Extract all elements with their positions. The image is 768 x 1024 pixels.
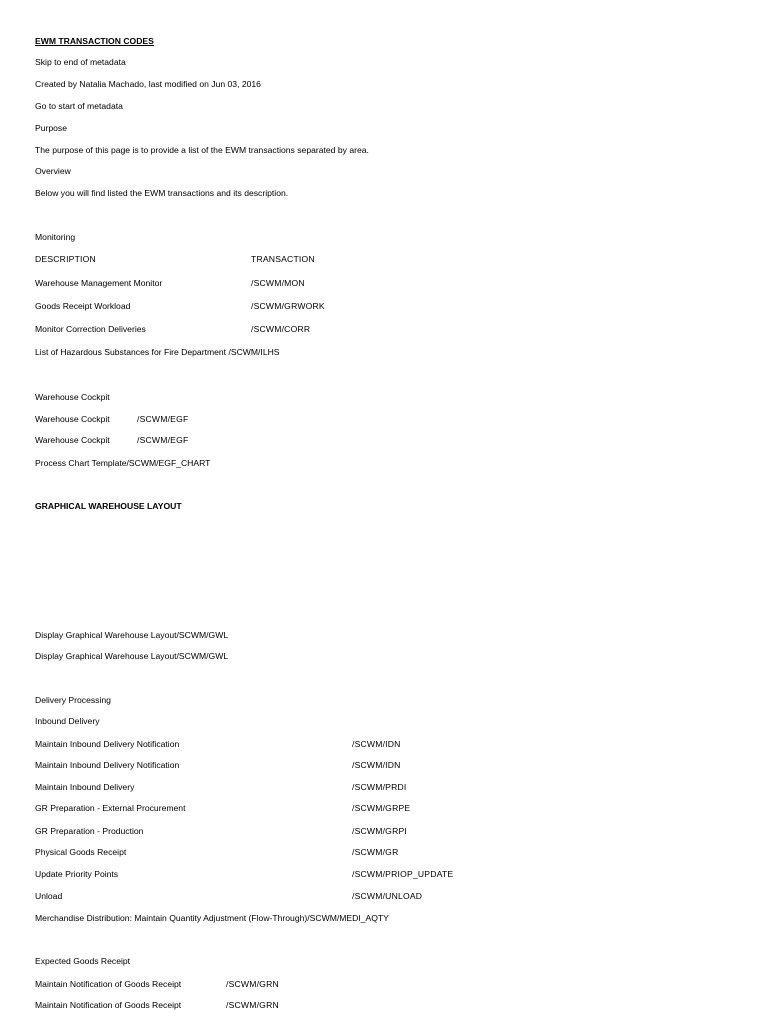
column-header-transaction: TRANSACTION (251, 254, 315, 264)
expected-row-desc: Maintain Notification of Goods Receipt (35, 1000, 182, 1010)
purpose-text: The purpose of this page is to provide a list of the EWM transactions separated by area. (35, 145, 369, 155)
gwl-heading: GRAPHICAL WAREHOUSE LAYOUT (35, 501, 182, 511)
gwl-row: Display Graphical Warehouse Layout/SCWM/GWL (35, 651, 229, 661)
cockpit-row-desc: Warehouse Cockpit (35, 435, 110, 445)
overview-text: Below you will find listed the EWM transactions and its description. (35, 188, 289, 198)
expected-row-desc: Maintain Notification of Goods Receipt (35, 979, 182, 989)
delivery-row-desc: Unload (35, 891, 63, 901)
expected-row-code: /SCWM/GRN (226, 1000, 279, 1010)
delivery-row-desc: Maintain Inbound Delivery (35, 782, 135, 792)
expected-row-code: /SCWM/GRN (226, 979, 279, 989)
delivery-row-code: /SCWM/IDN (352, 739, 401, 749)
monitoring-heading: Monitoring (35, 232, 76, 242)
monitoring-row-desc: Goods Receipt Workload (35, 301, 131, 311)
monitoring-row-code: /SCWM/CORR (251, 324, 311, 334)
process-chart-row: Process Chart Template/SCWM/EGF_CHART (35, 458, 211, 468)
delivery-row-desc: GR Preparation - External Procurement (35, 803, 186, 813)
purpose-heading: Purpose (35, 123, 68, 133)
delivery-row-desc: GR Preparation - Production (35, 826, 144, 836)
monitoring-row-hazardous: List of Hazardous Substances for Fire Department /SCWM/ILHS (35, 347, 280, 357)
delivery-row-desc: Maintain Inbound Delivery Notification (35, 760, 180, 770)
delivery-row-code: /SCWM/PRDI (352, 782, 407, 792)
overview-heading: Overview (35, 166, 71, 176)
inbound-delivery-subheading: Inbound Delivery (35, 716, 100, 726)
gwl-row: Display Graphical Warehouse Layout/SCWM/GWL (35, 630, 229, 640)
column-header-description: DESCRIPTION (35, 254, 96, 264)
delivery-row-desc: Physical Goods Receipt (35, 847, 127, 857)
delivery-row-code: /SCWM/GR (352, 847, 399, 857)
cockpit-heading: Warehouse Cockpit (35, 392, 110, 402)
delivery-row-desc: Update Priority Points (35, 869, 119, 879)
merchandise-distribution-row: Merchandise Distribution: Maintain Quantity Adjustment (Flow-Through)/SCWM/MEDI_AQTY (35, 913, 389, 923)
delivery-heading: Delivery Processing (35, 695, 111, 705)
delivery-row-code: /SCWM/GRPE (352, 803, 411, 813)
monitoring-row-desc: Monitor Correction Deliveries (35, 324, 146, 334)
go-start-metadata-link[interactable]: Go to start of metadata (35, 101, 123, 111)
skip-metadata-link[interactable]: Skip to end of metadata (35, 57, 126, 67)
page-title: EWM TRANSACTION CODES (35, 36, 154, 46)
cockpit-row-desc: Warehouse Cockpit (35, 414, 110, 424)
delivery-row-code: /SCWM/IDN (352, 760, 401, 770)
monitoring-row-code: /SCWM/GRWORK (251, 301, 325, 311)
monitoring-row-code: /SCWM/MON (251, 278, 305, 288)
cockpit-row-code: /SCWM/EGF (137, 414, 189, 424)
expected-gr-heading: Expected Goods Receipt (35, 956, 131, 966)
delivery-row-code: /SCWM/UNLOAD (352, 891, 423, 901)
delivery-row-code: /SCWM/GRPI (352, 826, 407, 836)
delivery-row-desc: Maintain Inbound Delivery Notification (35, 739, 180, 749)
created-by-text: Created by Natalia Machado, last modified on Jun 03, 2016 (35, 79, 261, 89)
delivery-row-code: /SCWM/PRIOP_UPDATE (352, 869, 454, 879)
monitoring-row-desc: Warehouse Management Monitor (35, 278, 163, 288)
cockpit-row-code: /SCWM/EGF (137, 435, 189, 445)
